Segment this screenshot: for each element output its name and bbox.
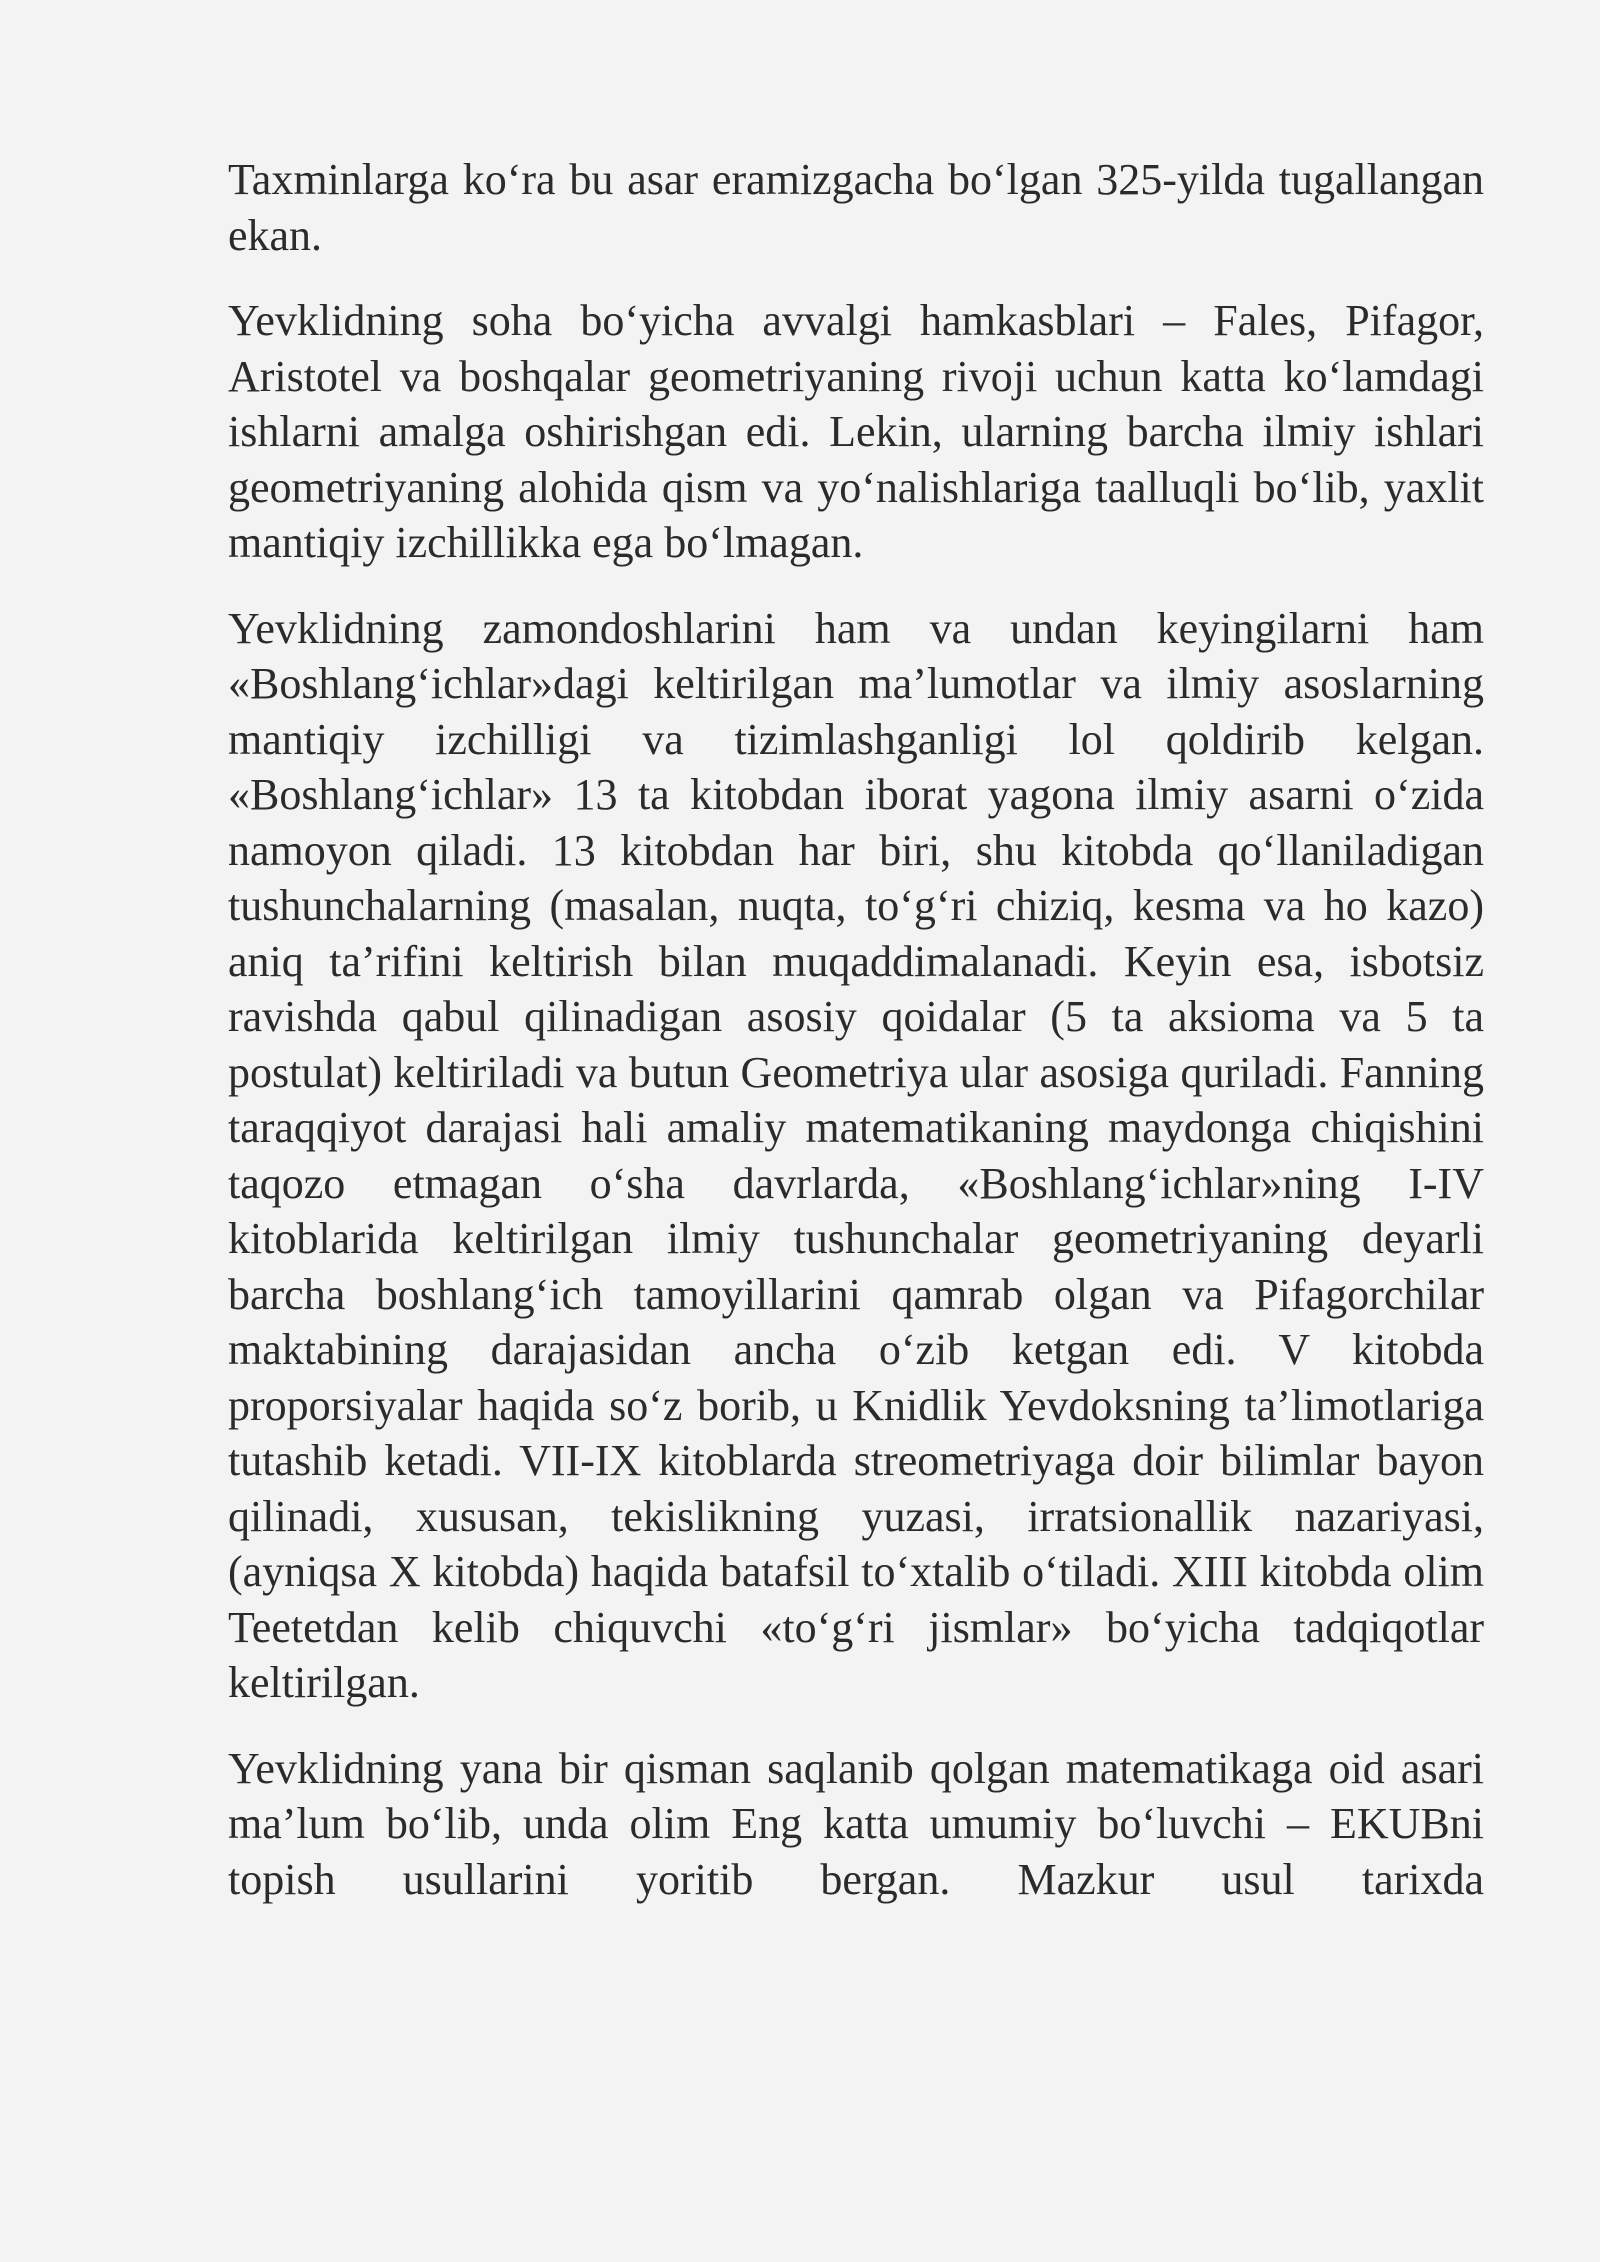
- paragraph-4: Yevklidning yana bir qisman saqlanib qolgan matematikaga oid asari ma’lum bo‘lib, unda olim Eng katta umumiy bo‘luvchi – EKUBni topish usullarini yoritib bergan. Mazkur usul tarixda: [228, 1743, 1484, 1904]
- paragraph-3: Yevklidning zamondoshlarini ham va undan keyingilarni ham «Boshlang‘ichlar»dagi keltirilgan ma’lumotlar va ilmiy asoslarning mantiqiy izchilligi va tizimlashganligi lol qoldirib kelgan. «Boshlang‘ichlar» 13 ta kitobdan iborat yagona ilmiy asarni o‘zida namoyon qiladi. 13 kitobdan har biri, shu kitobda qo‘llaniladigan tushunchalarning (masalan, nuqta, to‘g‘ri chiziq, kesma va ho kazo) aniq ta’rifini keltirish bilan muqaddimalanadi. Keyin esa, isbotsiz ravishda qabul qilinadigan asosiy qoidalar (5 ta aksioma va 5 ta postulat) keltiriladi va butun Geometriya ular asosiga quriladi. Fanning taraqqiyot darajasi hali amaliy matematikaning maydonga chiqishini taqozo etmagan o‘sha davrlarda, «Boshlang‘ichlar»ning I-IV kitoblarida keltirilgan ilmiy tushunchalar geometriyaning deyarli barcha boshlang‘ich tamoyillarini qamrab olgan va Pifagorchilar maktabining darajasidan ancha o‘zib ketgan edi. V kitobda proporsiyalar haqida so‘z borib, u Knidlik Yevdoksning ta’limotlariga tutashib ketadi. VII-IX kitoblarda streometriyaga doir bilimlar bayon qilinadi, xususan, tekislikning yuzasi, irratsionallik nazariyasi, (ayniqsa X kitobda) haqida batafsil to‘xtalib o‘tiladi. XIII kitobda olim Teetetdan kelib chiquvchi «to‘g‘ri jismlar» bo‘yicha tadqiqotlar keltirilgan.: [228, 603, 1484, 1707]
- paragraph-1: Taxminlarga ko‘ra bu asar eramizgacha bo‘lgan 325-yilda tugallangan ekan.: [228, 155, 1484, 260]
- document-page: [228, 152, 1484, 1907]
- paragraph-2: Yevklidning soha bo‘yicha avvalgi hamkasblari – Fales, Pifagor, Aristotel va boshqalar geometriyaning rivoji uchun katta ko‘lamdagi ishlarni amalga oshirishgan edi. Lekin, ularning barcha ilmiy ishlari geometriyaning alohida qism va yo‘nalishlariga taalluqli bo‘lib, yaxlit mantiqiy izchillikka ega bo‘lmagan.: [228, 296, 1484, 567]
